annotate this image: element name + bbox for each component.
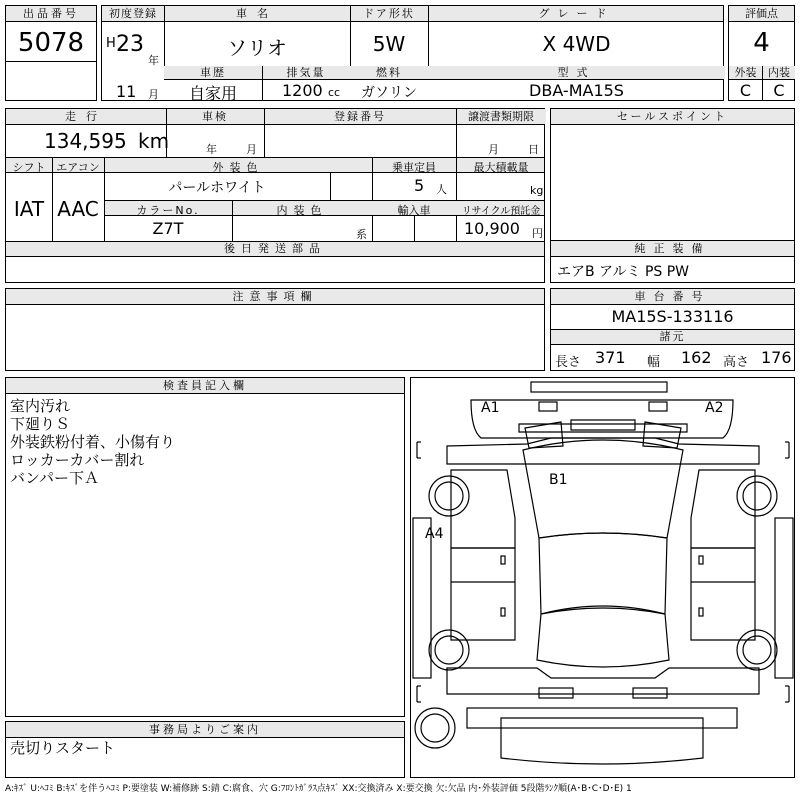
history-label: 車歴: [164, 66, 262, 79]
air-conditioner: AAC: [57, 197, 99, 221]
inspector-label: 検査員記入欄: [6, 378, 404, 394]
month-unit: 月: [148, 88, 159, 101]
score-label: 評価点: [729, 6, 794, 22]
displacement: 1200: [282, 81, 323, 100]
grade-label: グレード: [538, 7, 615, 20]
inspector-line: 外装鉄粉付着、小傷有り: [10, 433, 176, 451]
transfer-label: 譲渡書類期限: [456, 109, 546, 124]
load-label: 最大積載量: [473, 161, 529, 174]
recycle-unit: 円: [532, 227, 543, 240]
fuel-label: 燃料: [350, 66, 428, 79]
first-reg-label: 初度登録: [109, 7, 157, 20]
year-unit: 年: [148, 54, 159, 67]
model: DBA-MA15S: [529, 81, 624, 100]
mileage: 134,595: [44, 129, 127, 153]
shift: IAT: [13, 197, 45, 221]
ac-label: エアコン: [56, 161, 100, 174]
damage-a2: A2: [705, 400, 724, 416]
transfer-month: 月: [488, 143, 499, 156]
color-number: Z7T: [152, 219, 184, 238]
chassis-block: [550, 288, 795, 371]
legend: A:ｷｽﾞ U:ﾍｺﾐ B:ｷｽﾞを伴うﾍｺﾐ P:要塗装 W:補修跡 S:錆 C:腐食、穴 G:ﾌﾛﾝﾄｶﾞﾗｽ点ｷｽﾞ XX:交換済み X:要交換 欠:欠品 内･外装評価 5段階ﾗﾝｸ順(A･B･C･D･E) 1: [5, 784, 632, 794]
fuel: ガソリン: [361, 85, 417, 101]
sales-points: [550, 108, 795, 241]
lot-label: 出品番号: [6, 6, 96, 22]
sales-label: セールスポイント: [551, 109, 794, 125]
caution-notes: [5, 288, 545, 371]
lot-cell: [5, 5, 97, 101]
ext-grade: C: [739, 81, 752, 100]
first-reg-month: 11: [116, 82, 137, 101]
history: 自家用: [188, 84, 237, 103]
score-cell: [728, 5, 795, 101]
office-notice: [5, 721, 405, 778]
car-name: ソリオ: [227, 36, 287, 60]
office-label: 事務局よりご案内: [6, 722, 404, 738]
recycle-label: リサイクル預託金: [461, 206, 541, 217]
office-text: 売切りスタート: [10, 739, 116, 757]
disp-unit: cc: [328, 86, 341, 99]
inspection-month: 月: [246, 143, 257, 156]
spec-block: [5, 108, 545, 283]
dims-label: 諸元: [551, 330, 794, 344]
chassis-number: MA15S-133116: [611, 307, 734, 326]
inspector-line: ロッカーカバー割れ: [10, 451, 145, 469]
era: H: [106, 36, 116, 51]
caution-label: 注意事項欄: [6, 289, 544, 305]
colorno-label: カラーNo.: [136, 204, 200, 217]
interior-color-label: 内装色: [276, 204, 328, 217]
color-label: 外装色: [212, 161, 264, 174]
first-reg-year: 23: [116, 32, 144, 57]
int-label: 内装: [763, 66, 795, 79]
inspection-year: 年: [206, 143, 217, 156]
damage-a1: A1: [481, 400, 500, 416]
lot-number: 5078: [17, 28, 85, 58]
damage-b1: B1: [549, 472, 568, 488]
length: 371: [595, 348, 626, 367]
displacement-label: 排気量: [262, 66, 350, 79]
door-type: 5W: [372, 32, 406, 56]
width: 162: [681, 348, 712, 367]
inspector-line: バンパー下Ａ: [10, 469, 99, 487]
inspection-label: 車検: [166, 109, 264, 124]
seats-label: 乗車定員: [392, 161, 436, 174]
height-label: 高さ: [723, 355, 750, 370]
width-label: 幅: [647, 355, 661, 370]
equipment-label: 純正装備: [551, 241, 794, 257]
car-diagram: [410, 377, 795, 778]
recycle-fee: 10,900: [464, 219, 520, 238]
regno-label: 登録番号: [264, 109, 456, 124]
equipment: [550, 240, 795, 283]
import-label: 輸入車: [397, 204, 431, 217]
car-name-label: 車名: [236, 7, 278, 20]
grade: X 4WD: [542, 32, 611, 56]
car-outline-diagram: [411, 378, 794, 777]
seats-unit: 人: [436, 183, 447, 196]
height: 176: [761, 348, 792, 367]
damage-a4: A4: [425, 526, 444, 542]
inspector-notes: [5, 377, 405, 717]
vehicle-info: [101, 5, 724, 101]
ext-label: 外装: [729, 66, 762, 79]
load-unit: kg: [530, 184, 544, 197]
seats: 5: [414, 176, 425, 195]
transfer-day: 日: [528, 143, 539, 156]
length-label: 長さ: [555, 355, 582, 370]
later-parts-label: 後日発送部品: [6, 242, 544, 256]
inspector-line: 室内汚れ: [10, 397, 71, 415]
door-label: ドア形状: [363, 7, 415, 20]
exterior-color: パールホワイト: [168, 180, 266, 196]
score: 4: [753, 28, 770, 58]
interior-color-unit: 系: [356, 228, 367, 241]
inspector-line: 下廻りＳ: [10, 415, 71, 433]
model-label: 型式: [428, 66, 725, 79]
shift-label: シフト: [12, 161, 46, 174]
mileage-label: 走行: [6, 109, 166, 124]
int-grade: C: [773, 81, 785, 100]
mileage-unit: km: [138, 129, 170, 153]
equipment-list: エアB アルミ PS PW: [557, 264, 690, 280]
chassis-label: 車台番号: [551, 289, 794, 305]
